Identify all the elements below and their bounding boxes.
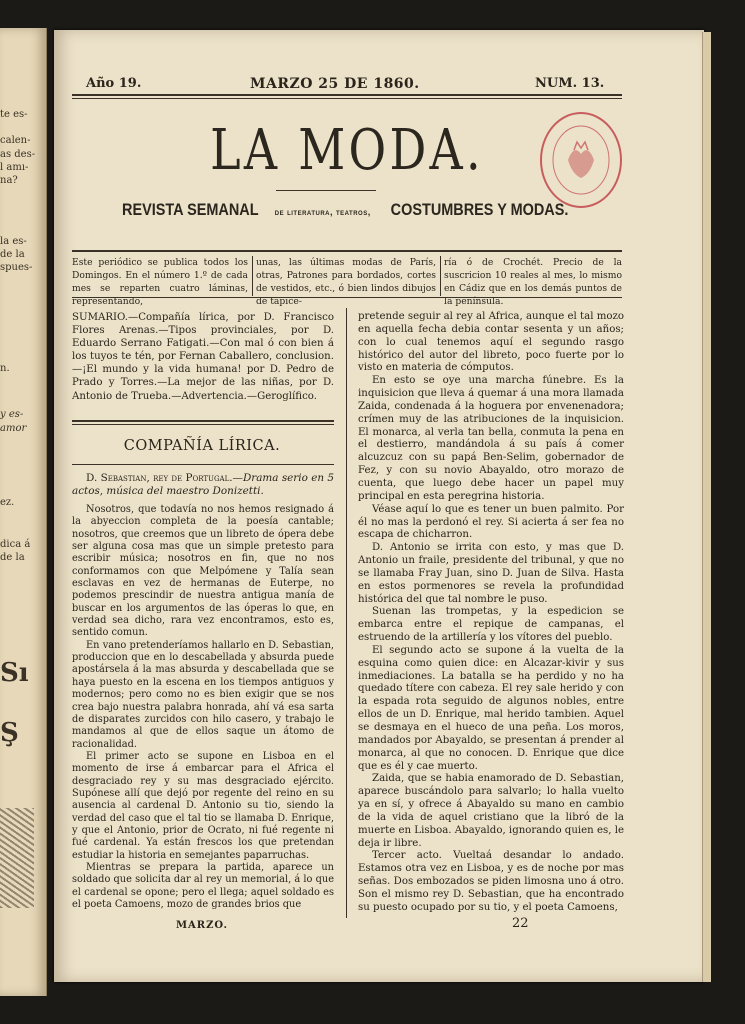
subtitle-small: de literatura, teatros, — [274, 207, 371, 217]
section-rule — [72, 464, 334, 465]
column-divider — [346, 308, 347, 918]
prev-page-fragment: l amı- — [0, 162, 29, 173]
notice-column: unas, las últimas modas de París, otras, Patrones para bordados, cortes de vestidos, etc., ó bien lindos dibujos de tapice- — [256, 257, 436, 307]
library-stamp-icon — [538, 110, 624, 210]
work-description: —Drama serio en 5 actos, música del maestro Donizetti. — [72, 472, 334, 498]
prev-page-fragment: as des- — [0, 149, 36, 160]
article-column-2 — [358, 311, 624, 915]
paragraph: El primer acto se supone en Lisboa en el momento de irse á embarcar para el Africa el desgraciado rey y su mas desgraciado ejército. Supónese allí que dejó por regente del reino en su ausencia al cardenal D. Antonio su tio, siendo la verdad del caso que el tal tio se llamaba D. Enrique, y que el Antonio, prior de Ocrato, ni fué regente ni fué cardenal. Ya están frescos los que pretendan estudiar la historia en semejantes paparruchas. — [72, 750, 334, 861]
work-heading — [72, 472, 334, 498]
prev-page-fragment: amor — [0, 423, 27, 434]
prev-page-fragment: na? — [0, 175, 18, 186]
paragraph: Zaida, que se habia enamorado de D. Sebastian, aparece buscándolo para salvarlo; lo halla vuelto ya en sí, y ofrece á Abayaldo su mano en cambio de la vida de aquel cristiano que la libró de la muerte en Lisboa. Abayaldo, ignorando quien es, le deja ir libre. — [358, 773, 624, 849]
issue-year: Año 19. — [86, 76, 142, 91]
summary-rule — [72, 420, 334, 422]
masthead-rule — [72, 94, 622, 96]
issue-number: NUM. 13. — [535, 76, 605, 91]
paragraph: Nosotros, que todavía no nos hemos resignado á la abyeccion completa de la poesía cantable; nosotros, que creemos que un libreto de ópera debe ser alguna cosa mas que un simple pretesto para escribir música; nosotros en fin, que no nos conformamos con que Melpómene y Talía sean esclavas en vez de hermanas de Euterpe, no podemos prescindir de nuestra antigua manía de buscar en los argumentos de las óperas lo que, en verdad sea dicho, rara vez encontramos, esto es, sentido comun. — [72, 504, 334, 639]
paragraph: Tercer acto. Vueltaá desandar lo andado. Estamos otra vez en Lisboa, y es de noche por mas señas. Dos embozados se piden limosna uno á otro. Son el mismo rey D. Sebastian, que ha encontrado su puesto ocupado por su tio, y el poeta Camoens, — [358, 850, 624, 913]
prev-page-fragment: y es- — [0, 409, 24, 420]
prev-page-fragment: spues- — [0, 262, 33, 273]
prev-page-fragment: dica á — [0, 539, 31, 550]
previous-page-edge — [0, 28, 47, 996]
prev-page-ornament: Ş — [0, 718, 19, 748]
issue-date: MARZO 25 DE 1860. — [250, 76, 420, 92]
paragraph: El segundo acto se supone á la vuelta de la esquina como quien dice: en Alcazar-kivir y sus inmediaciones. La batalla se ha perdido y no ha quedado títere con cabeza. El rey sale herido y con la espada rota seguido de algunos nobles, entre ellos de un D. Enrique, mal herido tambien. Aquel se desmaya en el hueco de una peña. Los moros, mandados por Abayaldo, se presentan á prender al monarca, al que no conocen. D. Enrique que dice que es él y cae muerto. — [358, 644, 624, 772]
footer-month: MARZO. — [175, 920, 229, 931]
notice-column: Este periódico se publica todos los Domingos. En el número 1.º de cada mes se reparten cuatro láminas, representando, — [72, 257, 248, 307]
paragraph: Suenan las trompetas, y la espedicion se embarca entre el repique de campanas, el estruendo de la artillería y los vítores del pueblo. — [358, 606, 624, 644]
subtitle-end: COSTUMBRES Y MODAS. — [390, 200, 569, 219]
notice-divider — [252, 256, 253, 296]
title-underline — [276, 190, 376, 191]
paragraph: Mientras se prepara la partida, aparece un soldado que solicita dar al rey un memorial, á lo que el cardenal se opone; pero el llega; aquel soldado es el poeta Camoens, mozo de grandes brios que — [72, 861, 334, 910]
section-title: COMPAÑÍA LÍRICA. — [123, 438, 281, 454]
newspaper-title: LA MODA. — [210, 118, 484, 183]
subtitle-main: REVISTA SEMANAL — [121, 200, 259, 219]
prev-page-engraving — [0, 808, 34, 908]
page-number: 22 — [512, 916, 529, 931]
prev-page-ornament: Sı — [0, 658, 29, 688]
paragraph: Véase aquí lo que es tener un buen palmito. Por él no mas la perdonó el rey. Si acierta á ser fea no escapa de chicharron. — [358, 503, 624, 541]
notice-rule-bottom — [72, 297, 622, 298]
notice-column: ría ó de Crochét. Precio de la suscricion 10 reales al mes, lo mismo en Cádiz que en los demás puntos de la península. — [444, 257, 622, 307]
article-column-1 — [72, 504, 334, 911]
paragraph: En esto se oye una marcha fúnebre. Es la inquisicion que lleva á quemar á una mora llamada Zaida, condenada á la hoguera por envenenadora; crímen muy de las atribuciones de la inquisicion. El monarca, al verla tan bella, conmuta la pena en el destierro, mandándola á su país á comer alcuzcuz con su papá Ben-Selim, gobernador de Fez, y con su novio Abayaldo, otro morazo de cuenta, que luego debe hacer un papel muy principal en esta peregrina historia. — [358, 375, 624, 502]
notice-divider — [440, 256, 441, 296]
prev-page-fragment: ez. — [0, 497, 15, 508]
summary-text: —Compañía lírica, por D. Francisco Flores Arenas.—Tipos provinciales, por D. Eduardo Serrano Fatigati.—Con mal ó con bien á los tuyos te tén, por Fernan Caballero, conclusion.—¡El mundo y la vida humana! por D. Pedro de Prado y Torres.—La mejor de las niñas, por D. Antonio de Trueba.—Advertencia.—Geroglífico. — [72, 312, 334, 402]
paragraph: En vano pretenderíamos hallarlo en D. Sebastian, produccion que en lo descabellada y absurda puede apostársela á la mas absurda y descabellada que se haya puesto en la escena en los tiempos antiguos y modernos; pero como no es bien exigir que se nos crea bajo nuestra palabra honrada, ahí vá esa sarta de disparates zurcidos con hilo casero, y trabajo le mandamos al que de ellos saque un átomo de racionalidad. — [72, 639, 334, 750]
paragraph: D. Antonio se irrita con esto, y mas que D. Antonio un fraile, presidente del tribunal, y que no se llamaba Fray Juan, sino D. Juan de Silva. Hasta en estos pormenores se revela la profundidad histórica del que tal nombre le puso. — [358, 542, 624, 605]
work-title: D. Sebastian, rey de Portugal. — [86, 472, 233, 484]
summary-rule — [72, 424, 334, 425]
prev-page-fragment: de la — [0, 249, 25, 260]
prev-page-fragment: la es- — [0, 236, 27, 247]
paragraph: pretende seguir al rey al Africa, aunque el tal mozo en aquella fecha debia contar sesenta y un años; con lo cual tenemos aquí el segundo rasgo histórico del autor del libreto, poco fuerte por lo visto en materia de cómputos. — [358, 311, 624, 374]
prev-page-fragment: de la — [0, 552, 25, 563]
summary — [72, 311, 334, 403]
notice-rule-top — [72, 250, 622, 252]
prev-page-fragment: n. — [0, 363, 10, 374]
prev-page-fragment: calen- — [0, 135, 31, 146]
masthead-rule — [72, 98, 622, 99]
summary-label: SUMARIO. — [72, 312, 129, 323]
page-edge — [702, 32, 711, 982]
prev-page-fragment: te es- — [0, 109, 28, 120]
